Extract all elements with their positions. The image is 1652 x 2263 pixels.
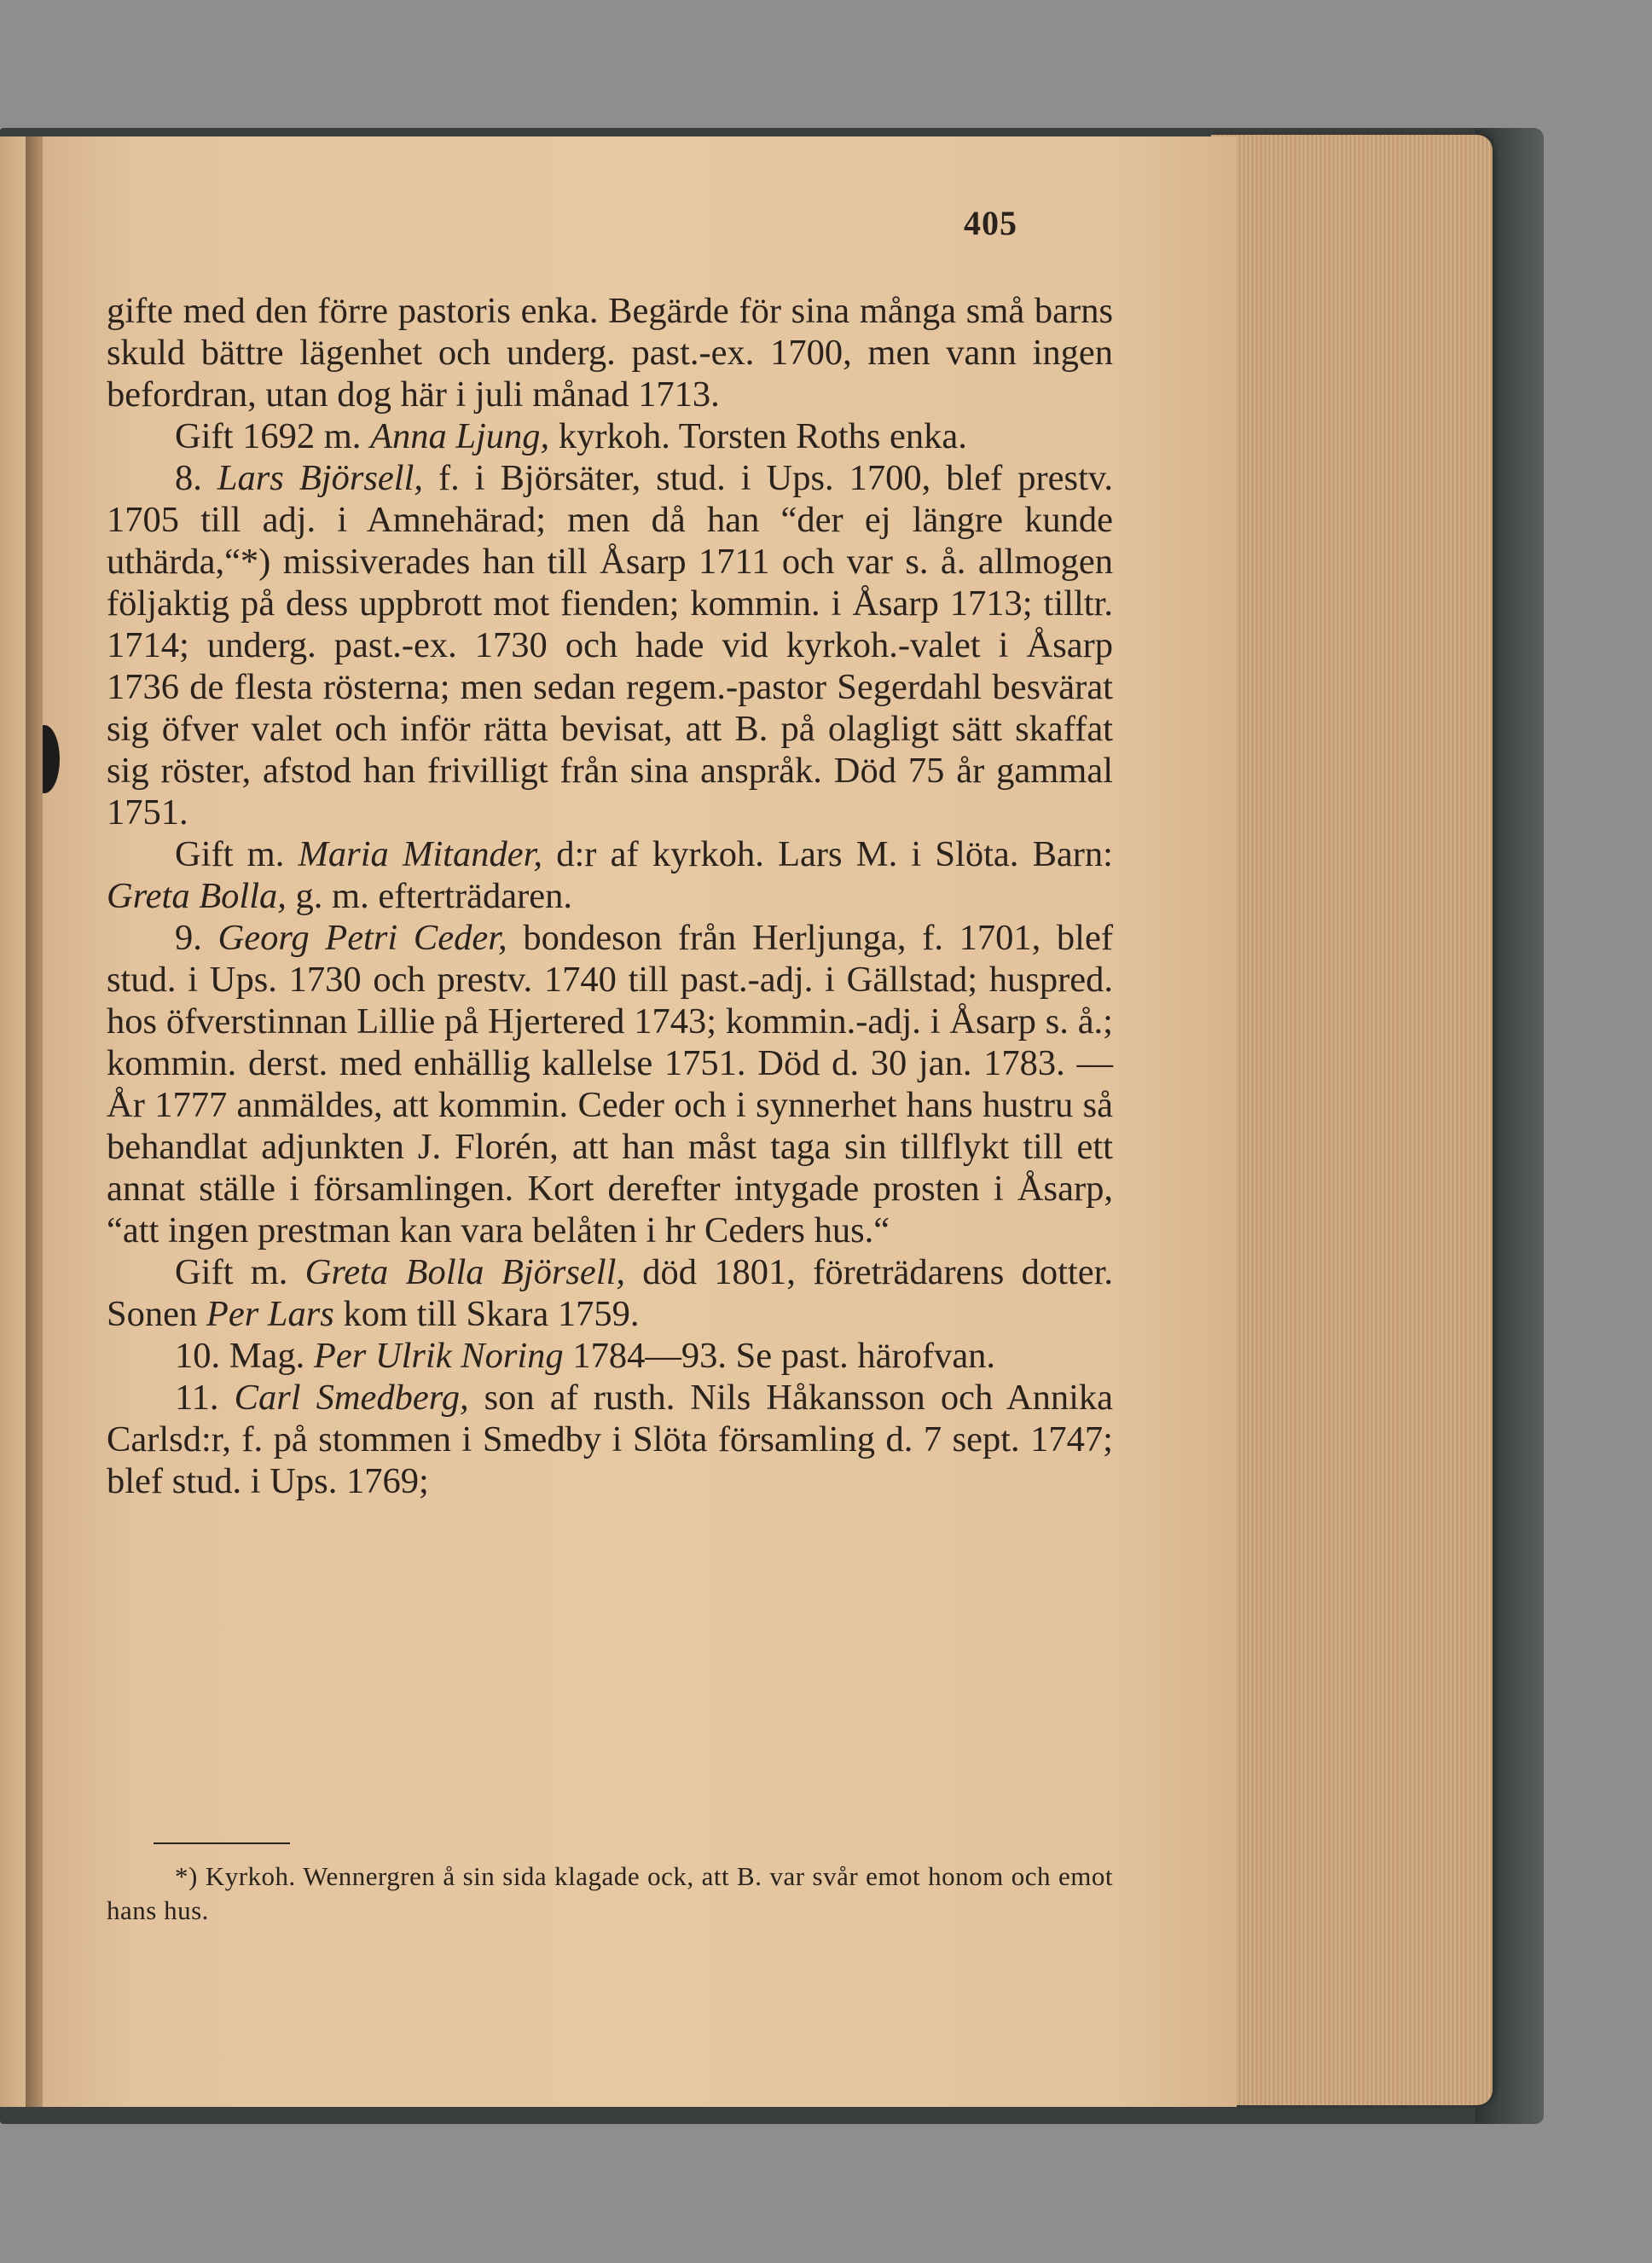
text-run: död 1801, företrädarens dotter. Sonen: [107, 1252, 1113, 1334]
text-run: Gift 1692 m.: [175, 416, 371, 456]
italic-name: Carl Smedberg,: [234, 1378, 469, 1418]
text-run: kyrkoh. Torsten Roths enka.: [549, 416, 967, 456]
paragraph: [107, 415, 1113, 457]
text-run: 11.: [175, 1378, 235, 1418]
text-run: bondeson från Herljunga, f. 1701, blef stud. i Ups. 1730 och prestv. 1740 till past.-adj. i Gällstad; huspred. hos öfverstinnan Lillie på Hjertered 1743; kommin.-adj. i Åsarp s. å.; kommin. derst. med enhällig kallelse 1751. Död d. 30 jan. 1783. — År 1777 anmäldes, att kommin. Ceder och i synnerhet hans hustru så behandlat adjunkten J. Florén, att han måst taga sin tillflykt till ett annat ställe i församlingen. Kort derefter intygade prosten i Åsarp, “att ingen prestman kan vara belåten i hr Ceders hus.“: [107, 918, 1113, 1250]
page-number: 405: [964, 204, 1017, 242]
text-run: kom till Skara 1759.: [333, 1294, 640, 1334]
text-run: Gift m.: [175, 834, 299, 874]
paragraph: [107, 1251, 1113, 1335]
text-run: 1784—93. Se past. härofvan.: [563, 1336, 996, 1376]
binding-hole: [43, 725, 60, 793]
italic-name: Greta Bolla,: [107, 876, 287, 916]
body-text: [107, 290, 1113, 1502]
text-run: 10. Mag.: [175, 1336, 314, 1376]
text-run: gifte med den förre pastoris enka. Begärde för sina många små barns skuld bättre lägenhet och underg. past.-ex. 1700, men vann ingen befordran, utan dog här i juli månad 1713.: [107, 291, 1113, 415]
paragraph: [107, 1377, 1113, 1502]
paragraph: [107, 917, 1113, 1251]
text-run: Gift m.: [175, 1252, 305, 1292]
italic-name: Anna Ljung,: [370, 416, 550, 456]
paragraph: [107, 290, 1113, 415]
footnote-text: *) Kyrkoh. Wennergren å sin sida klagade ock, att B. var svår emot honom och emot hans hus.: [107, 1861, 1113, 1925]
italic-name: Georg Petri Ceder,: [217, 918, 507, 958]
italic-name: Greta Bolla Björsell,: [304, 1252, 626, 1292]
paragraph: [107, 1335, 1113, 1377]
text-run: son af rusth. Nils Håkansson och Annika Carlsd:r, f. på stommen i Smedby i Slöta församling d. 7 sept. 1747; blef stud. i Ups. 1769;: [107, 1378, 1113, 1501]
paragraph: [107, 457, 1113, 833]
italic-name: Per Ulrik Noring: [313, 1336, 564, 1376]
paragraph: [107, 833, 1113, 917]
text-run: 8.: [175, 458, 217, 498]
italic-name: Lars Björsell,: [217, 458, 424, 498]
italic-name: Per Lars: [206, 1294, 334, 1334]
text-run: f. i Björsäter, stud. i Ups. 1700, blef prestv. 1705 till adj. i Amnehärad; men då han “der ej längre kunde uthärda,“*) missiverades han till Åsarp 1711 och var s. å. allmogen följaktig på dess uppbrott mot fienden; kommin. i Åsarp 1713; tilltr. 1714; underg. past.-ex. 1730 och hade vid kyrkoh.-valet i Åsarp 1736 de flesta rösterna; men sedan regem.-pastor Segerdahl besvärat sig öfver valet och inför rätta bevisat, att B. på olagligt sätt skaffat sig röster, afstod han frivilligt från sina anspråk. Död 75 år gammal 1751.: [107, 458, 1114, 833]
text-run: 9.: [175, 918, 218, 958]
page-edges: [1211, 135, 1493, 2105]
footnote: [107, 1860, 1113, 1928]
italic-name: Maria Mitander,: [298, 834, 543, 874]
text-run: g. m. efterträdaren.: [286, 876, 573, 916]
text-run: d:r af kyrkoh. Lars M. i Slöta. Barn:: [542, 834, 1113, 874]
footnote-divider: [154, 1842, 290, 1844]
book-page: [43, 136, 1237, 2107]
